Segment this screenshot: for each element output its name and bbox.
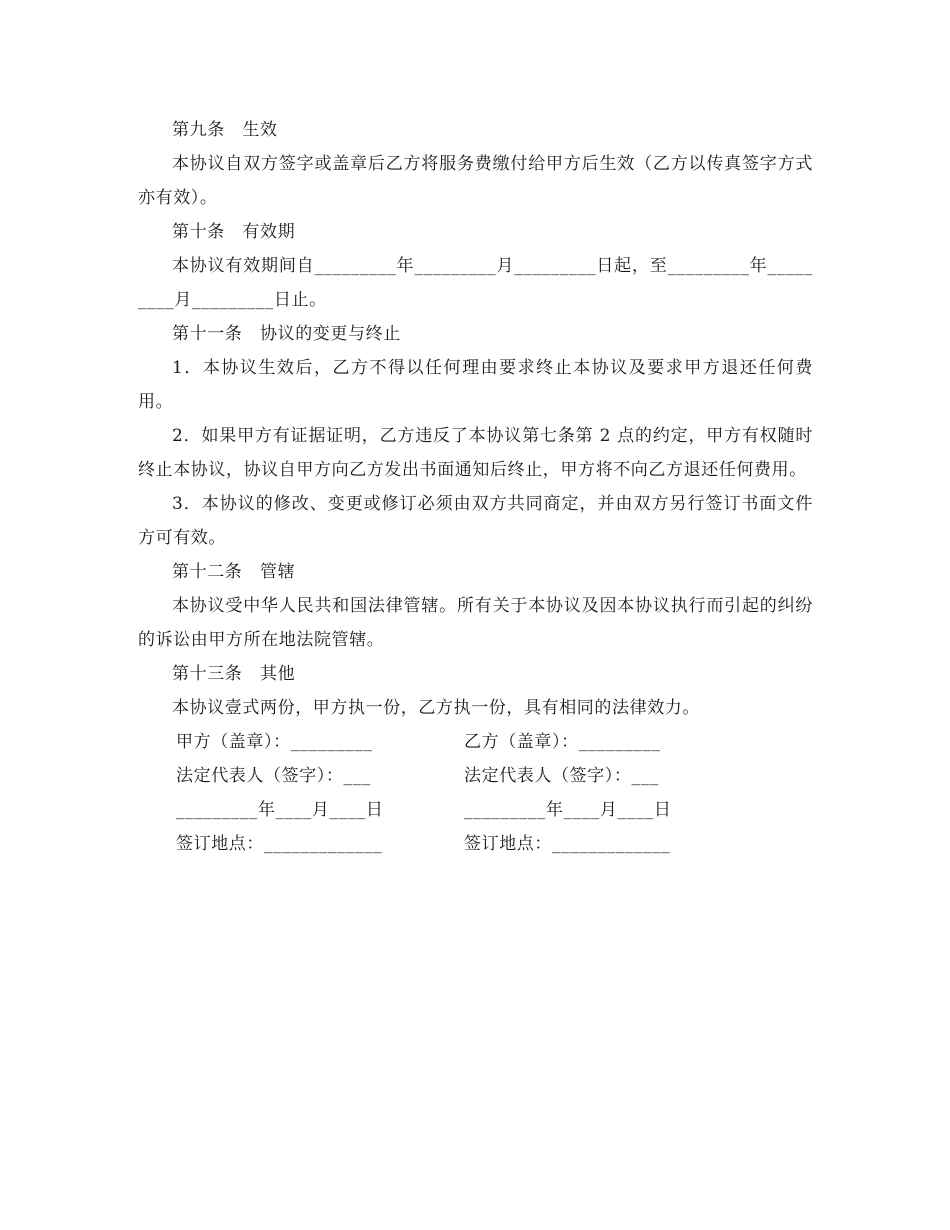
signature-block — [138, 725, 672, 861]
article-10-body: 本协议有效期间自_________年_________月_________日起，至_________年_________月_________日止。 — [138, 256, 813, 310]
article-11-item-3: 3．本协议的修改、变更或修订必须由双方共同商定，并由双方另行签订书面文件方可有效。 — [138, 494, 813, 548]
party-b-representative: 法定代表人（签字）：___ — [464, 766, 659, 786]
signature-row-place — [138, 827, 672, 861]
article-10-heading: 第十条 有效期 — [172, 222, 296, 242]
article-12-body: 本协议受中华人民共和国法律管辖。所有关于本协议及因本协议执行而引起的纠纷的诉讼由甲方所在地法院管辖。 — [138, 596, 813, 650]
article-11-heading: 第十一条 协议的变更与终止 — [172, 324, 401, 344]
party-a-representative: 法定代表人（签字）：___ — [176, 766, 371, 786]
article-11-item-2: 2．如果甲方有证据证明，乙方违反了本协议第七条第 2 点的约定，甲方有权随时终止本协议，协议自甲方向乙方发出书面通知后终止，甲方将不向乙方退还任何费用。 — [138, 426, 813, 480]
party-b-place: 签订地点：_____________ — [464, 834, 671, 854]
party-b-date: _________年____月____日 — [464, 800, 672, 820]
party-b-seal: 乙方（盖章）：_________ — [464, 732, 661, 752]
contract-page — [138, 113, 813, 861]
signature-row-seal — [138, 725, 672, 759]
article-12-heading: 第十二条 管辖 — [172, 562, 296, 582]
article-9-heading: 第九条 生效 — [172, 120, 278, 140]
article-11-item-1: 1．本协议生效后，乙方不得以任何理由要求终止本协议及要求甲方退还任何费用。 — [138, 358, 813, 412]
party-a-place: 签订地点：_____________ — [176, 834, 383, 854]
party-a-seal: 甲方（盖章）：_________ — [176, 732, 373, 752]
party-a-date: _________年____月____日 — [176, 800, 384, 820]
signature-row-representative — [138, 759, 672, 793]
signature-row-date — [138, 793, 672, 827]
article-13-heading: 第十三条 其他 — [172, 664, 296, 684]
article-13-body: 本协议壹式两份，甲方执一份，乙方执一份，具有相同的法律效力。 — [172, 698, 700, 718]
article-9-body: 本协议自双方签字或盖章后乙方将服务费缴付给甲方后生效（乙方以传真签字方式亦有效）。 — [138, 154, 813, 208]
